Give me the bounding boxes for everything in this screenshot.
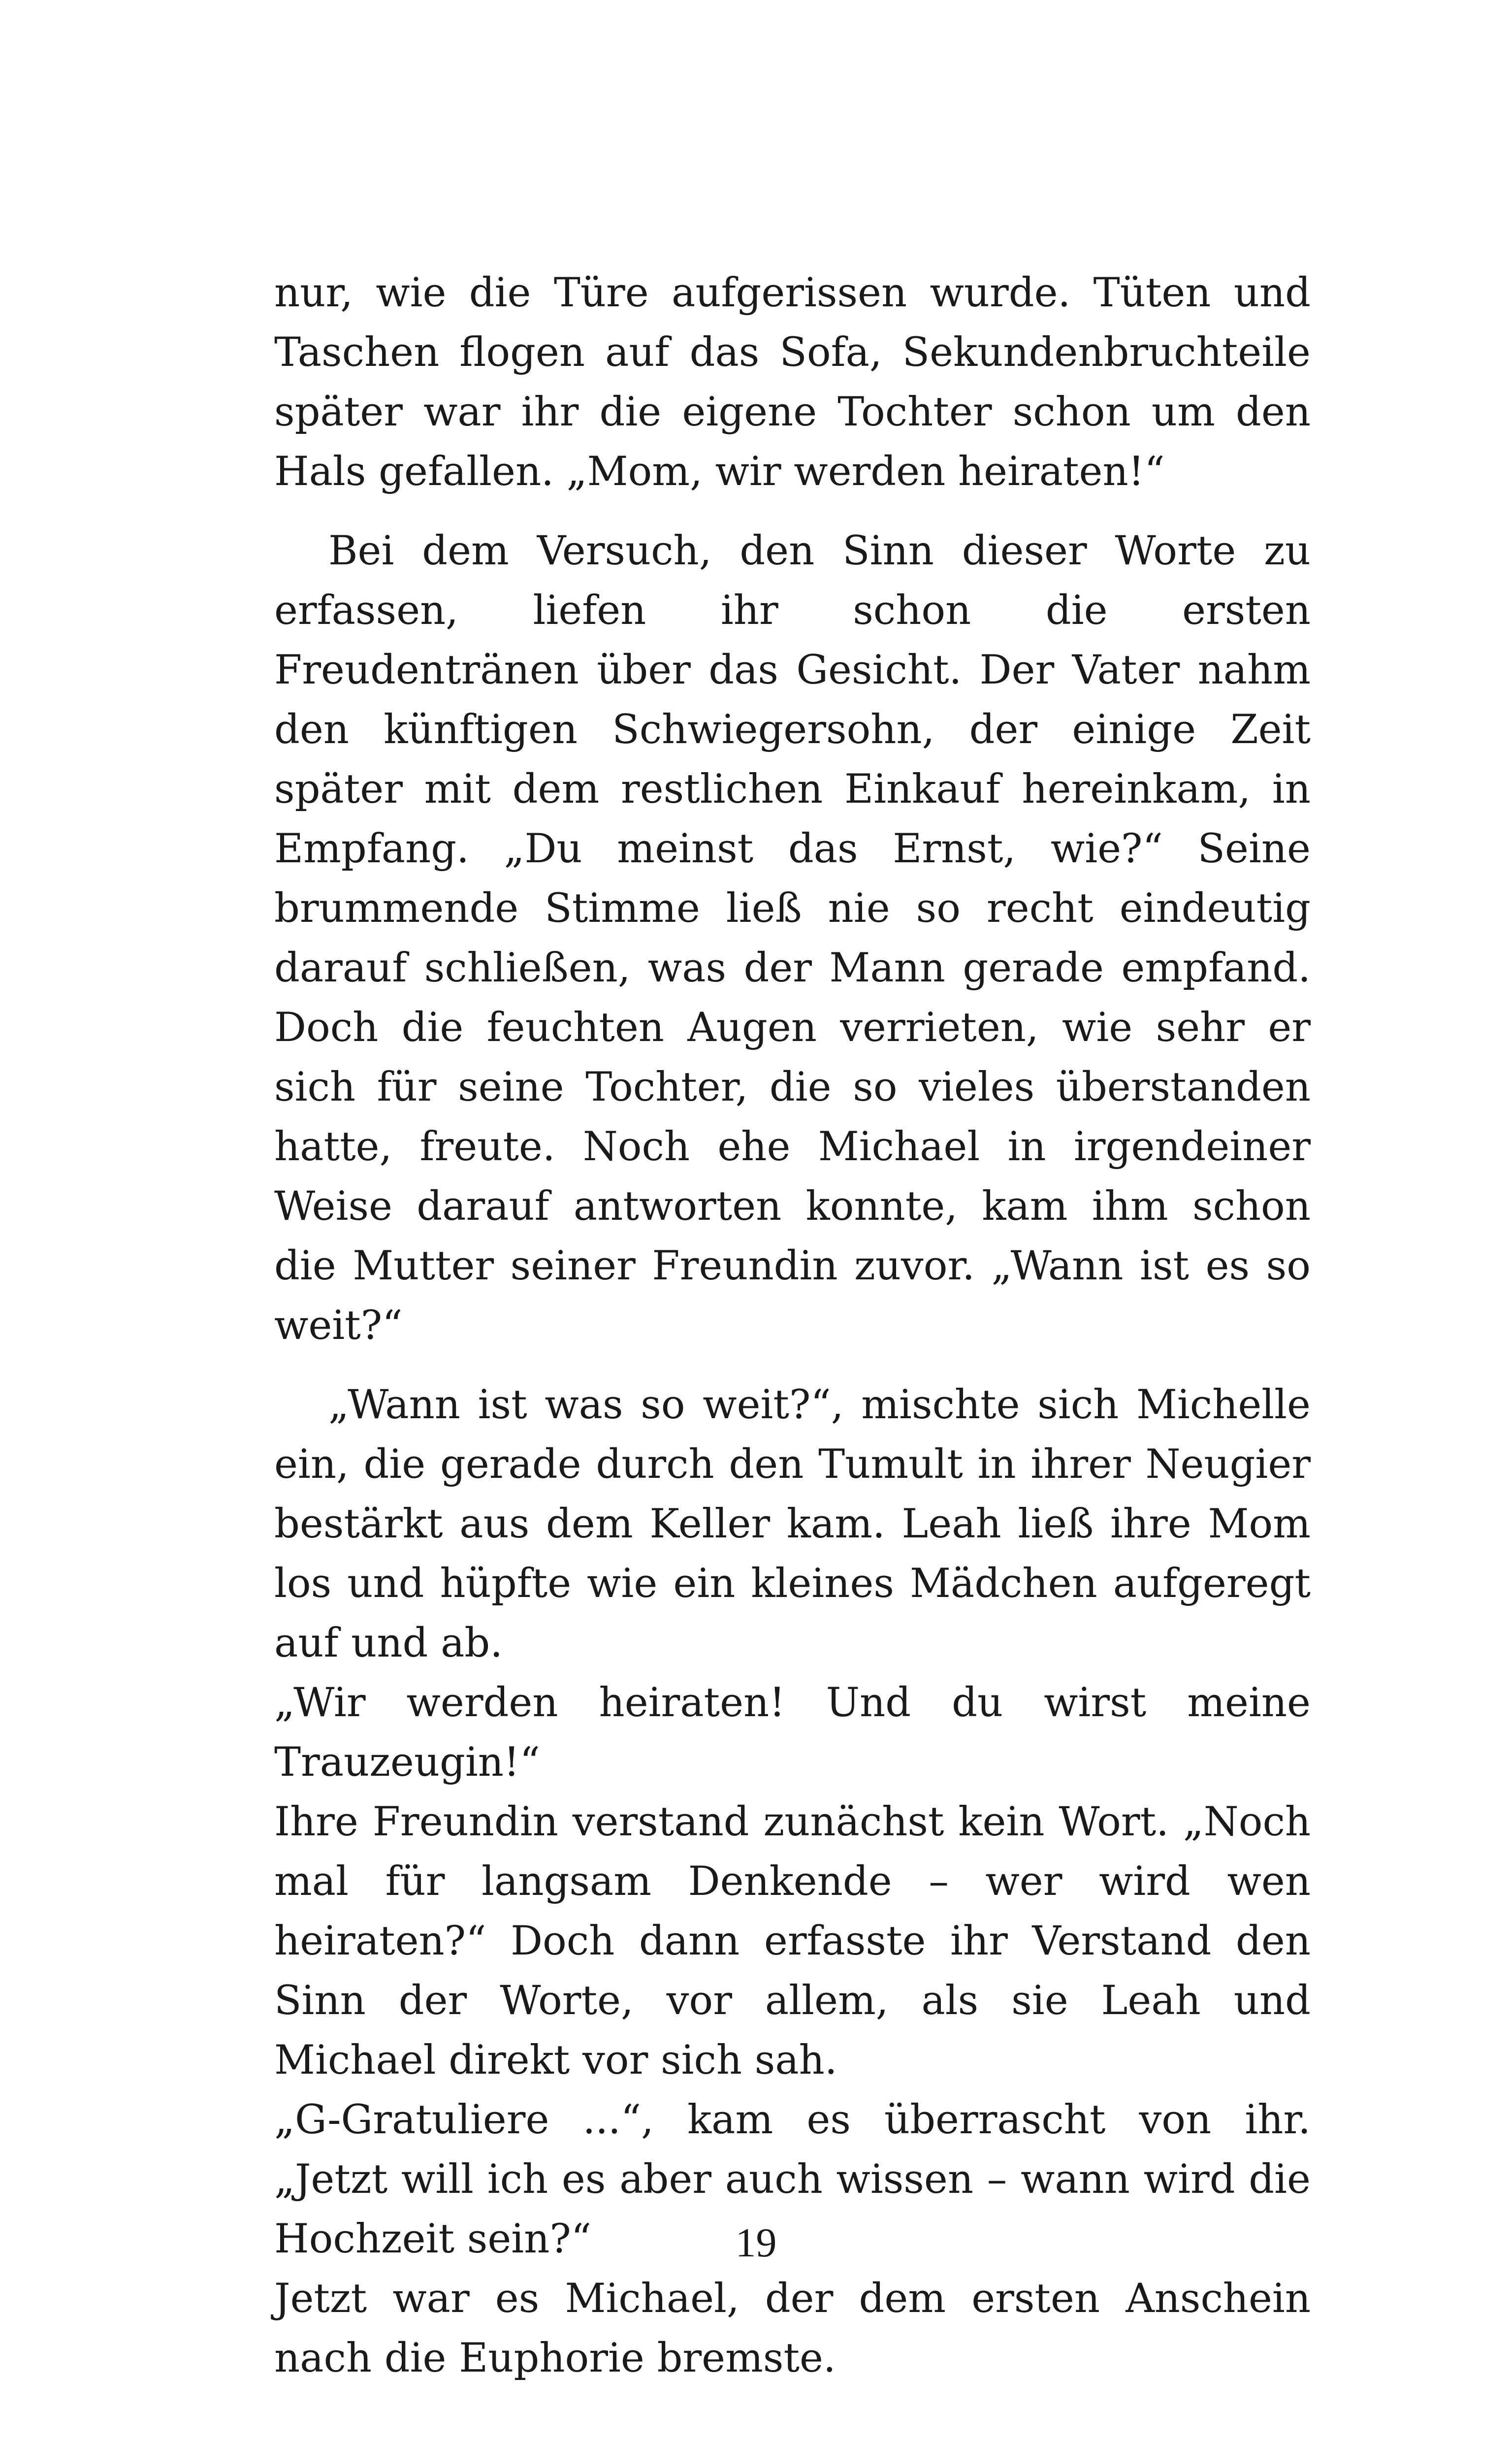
paragraph-5: Ihre Freundin verstand zunächst kein Wort. „Noch mal für langsam Denkende – wer wird wen heiraten?“ Doch dann erfasste ihr Verstand den Sinn der Worte, vor allem, als sie Leah und Michael direkt vor sich sah. [274,1799,1311,2084]
page-number: 19 [735,2220,777,2266]
paragraph-3: „Wann ist was so weit?“, mischte sich Michelle ein, die gerade durch den Tumult in ihrer Neugier bestärkt aus dem Keller kam. Leah ließ ihre Mom los und hüpfte wie ein kleines Mädchen aufgeregt auf und ab. [274,1382,1311,1666]
body-text [274,263,1311,2388]
paragraph-1: nur, wie die Türe aufgerissen wurde. Tüten und Taschen flogen auf das Sofa, Sekundenbruchteile später war ihr die eigene Tochter schon um den Hals gefallen. „Mom, wir werden heiraten!“ [274,270,1311,495]
paragraph-6: „G-Gratuliere ...“, kam es überrascht von ihr. „Jetzt will ich es aber auch wissen – wann wird die Hochzeit sein?“ [274,2097,1311,2262]
paragraph-4: „Wir werden heiraten! Und du wirst meine Trauzeugin!“ [274,1680,1311,1786]
paragraph-7: Jetzt war es Michael, der dem ersten Anschein nach die Euphorie bremste. [274,2276,1311,2381]
paragraph-2: Bei dem Versuch, den Sinn dieser Worte zu erfassen, liefen ihr schon die ersten Freudentränen über das Gesicht. Der Vater nahm den künftigen Schwiegersohn, der einige Zeit später mit dem restlichen Einkauf hereinkam, in Empfang. „Du meinst das Ernst, wie?“ Seine brummende Stimme ließ nie so recht eindeutig darauf schließen, was der Mann gerade empfand. Doch die feuchten Augen verrieten, wie sehr er sich für seine Tochter, die so vieles überstanden hatte, freute. Noch ehe Michael in irgendeiner Weise darauf antworten konnte, kam ihm schon die Mutter seiner Freundin zuvor. „Wann ist es so weit?“ [274,528,1311,1349]
